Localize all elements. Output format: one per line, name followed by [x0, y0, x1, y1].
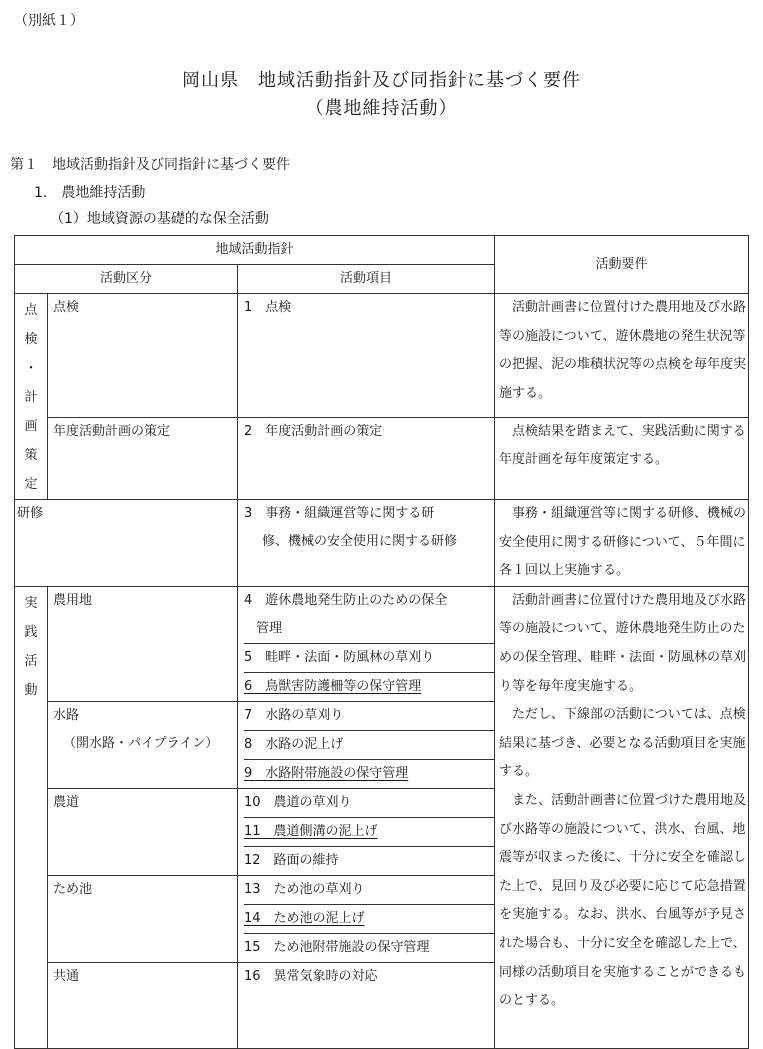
item-12: 12 路面の維持	[244, 846, 494, 875]
item-training: 3 事務・組織運営等に関する研 修、機械の安全使用に関する研修	[238, 500, 495, 587]
item-4-cont: 管理	[256, 620, 283, 636]
section-heading-2: 1. 農地維持活動	[34, 185, 146, 201]
header-item: 活動項目	[238, 265, 495, 294]
item-7: 7 水路の草刈り	[244, 707, 344, 723]
category-farmland: 農用地	[48, 586, 238, 701]
item-11: 11 農道側溝の泥上げ	[244, 817, 494, 846]
category-common: 共通	[48, 962, 238, 1048]
items-farmland	[238, 586, 495, 701]
header-requirement: 活動要件	[495, 236, 749, 294]
attachment-label: （別紙１）	[14, 13, 84, 29]
item-inspection: 1 点検	[238, 294, 495, 418]
section-heading-3: （1）地域資源の基礎的な保全活動	[50, 211, 269, 227]
item-15: 15 ため池附帯施設の保守管理	[244, 933, 494, 962]
requirement-training: 事務・組織運営等に関する研修、機械の安全使用に関する研修について、５年間に各１回以上実施する。	[495, 500, 749, 587]
item-14: 14 ため池の泥上げ	[244, 904, 494, 933]
item-planning: 2 年度活動計画の策定	[238, 417, 495, 499]
item-10: 10 農道の草刈り	[244, 794, 352, 810]
item-6: 6 鳥獣害防護柵等の保守管理	[244, 672, 494, 701]
requirements-table	[14, 235, 749, 1049]
category-inspection: 点検	[48, 294, 238, 418]
category-planning: 年度活動計画の策定	[48, 417, 238, 499]
items-waterway	[238, 701, 495, 788]
requirement-planning: 点検結果を踏まえて、実践活動に関する年度計画を毎年度策定する。	[495, 417, 749, 499]
category-training: 研修	[15, 500, 238, 587]
section-heading-1: 第１ 地域活動指針及び同指針に基づく要件	[10, 157, 290, 173]
item-16: 16 異常気象時の対応	[238, 962, 495, 1048]
category-pond: ため池	[48, 875, 238, 962]
item-8: 8 水路の泥上げ	[244, 730, 494, 759]
item-9: 9 水路附帯施設の保守管理	[244, 759, 494, 788]
item-13: 13 ため池の草刈り	[244, 881, 365, 897]
group-label-practice: 実 践 活 動	[15, 586, 48, 1048]
items-pond	[238, 875, 495, 962]
group-label-inspection-planning: 点 検 ・ 計 画 策 定	[15, 294, 48, 500]
requirement-inspection: 活動計画書に位置付けた農用地及び水路等の施設について、遊休農地の発生状況等の把握、泥の堆積状況等の点検を毎年度実施する。	[495, 294, 749, 418]
item-5: 5 畦畔・法面・防風林の草刈り	[244, 643, 494, 672]
category-road: 農道	[48, 788, 238, 875]
document-title: 岡山県 地域活動指針及び同指針に基づく要件	[182, 70, 581, 91]
requirement-practice: 活動計画書に位置付けた農用地及び水路等の施設について、遊休農地発生防止のための保全管理、畦畔・法面・防風林の草刈り等を毎年度実施する。 ただし、下線部の活動については、点検結果に基づき、必要となる活動項目を実施する。 また、活動計画書に位置づけた農用地及び水路等の施設について、洪水、台風、地震等が収まった後に、十分に安全を確認した上で、見回り及び必要に応じて応急措置を実施する。なお、洪水、台風等が予見された場合も、十分に安全を確認した上で、同様の活動項目を実施することができるものとする。	[495, 586, 749, 1048]
items-road	[238, 788, 495, 875]
header-guideline: 地域活動指針	[15, 236, 495, 265]
document-subtitle: （農地維持活動）	[305, 98, 458, 119]
category-waterway: 水路 （開水路・パイプライン）	[48, 701, 238, 788]
header-category: 活動区分	[15, 265, 238, 294]
item-4: 4 遊休農地発生防止のための保全	[244, 592, 448, 608]
